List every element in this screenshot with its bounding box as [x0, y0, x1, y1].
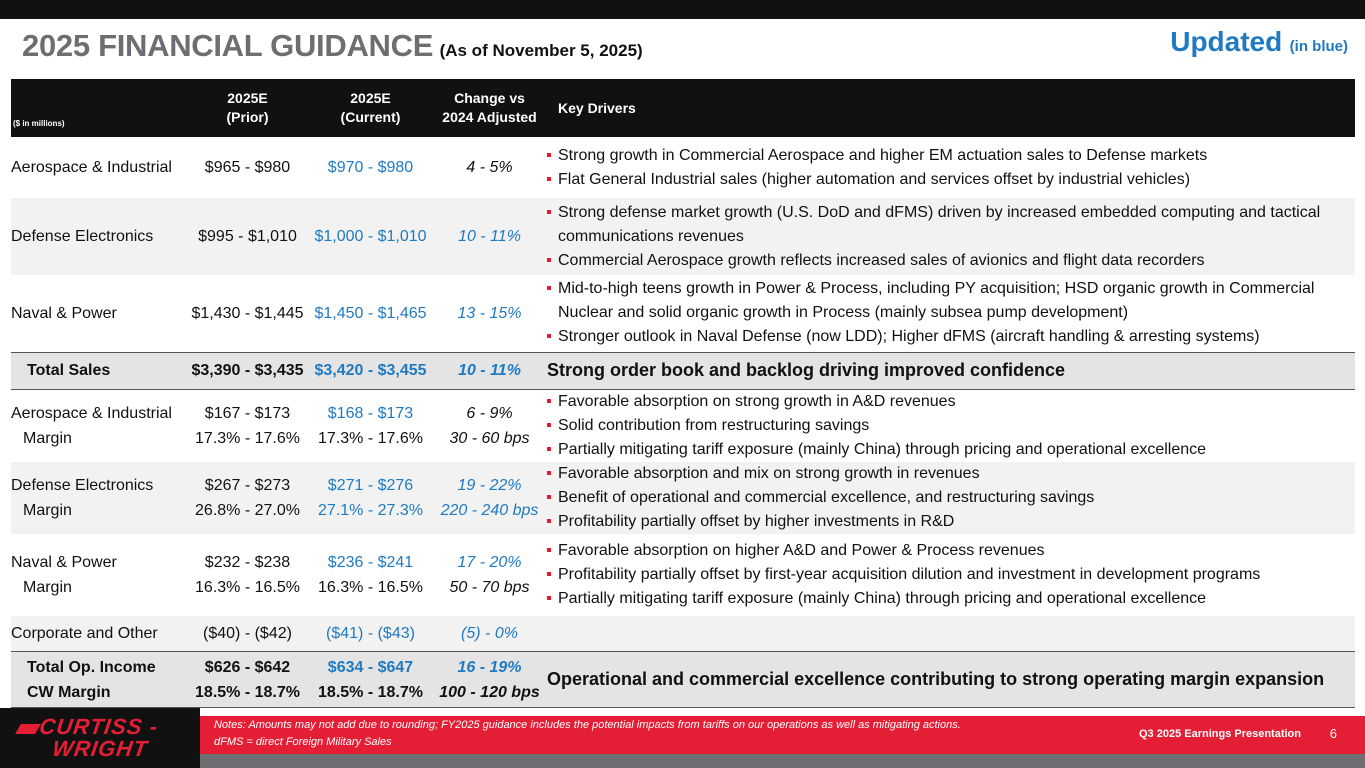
units-label: ($ in millions) — [13, 119, 65, 128]
change-value: 10 - 11% — [458, 228, 521, 245]
prior-margin: 26.8% - 27.0% — [195, 501, 300, 519]
driver-bullet: Partially mitigating tariff exposure (mainly China) through pricing and operational excellence — [547, 587, 1355, 611]
updated-label: Updated — [1170, 26, 1283, 57]
table-row — [11, 137, 1355, 198]
col-header-current — [309, 79, 432, 137]
logo-swoosh-icon — [15, 724, 41, 734]
updated-legend — [1170, 26, 1348, 58]
current-margin: 17.3% - 17.6% — [318, 429, 423, 447]
change-value: 10 - 11% — [458, 362, 521, 379]
guidance-table — [11, 79, 1355, 708]
prior-value — [186, 652, 309, 708]
key-drivers — [547, 198, 1355, 275]
margin-label: Margin — [23, 429, 72, 447]
col-current-line1: 2025E — [350, 90, 391, 106]
table-header-row — [11, 79, 1355, 137]
current-value — [309, 652, 432, 708]
footnote-line: Notes: Amounts may not add due to rounding; FY2025 guidance includes the potential impacts from tariffs on our operations as well as mitigating actions. — [214, 719, 961, 731]
current-value — [309, 534, 432, 616]
current-value — [309, 462, 432, 534]
col-prior-line2: (Prior) — [226, 109, 269, 125]
driver-bullet: Commercial Aerospace growth reflects increased sales of avionics and flight data recorders — [547, 249, 1355, 273]
page-number: 6 — [1329, 726, 1337, 741]
change-margin: 220 - 240 bps — [440, 501, 539, 519]
total-income-driver: Operational and commercial excellence contributing to strong operating margin expansion — [547, 669, 1325, 689]
current-value: ($41) - ($43) — [326, 624, 415, 642]
company-logo — [0, 708, 200, 768]
driver-bullet: Favorable absorption on higher A&D and Power & Process revenues — [547, 539, 1355, 563]
total-margin-label: CW Margin — [27, 683, 111, 701]
current-value: $970 - $980 — [327, 159, 414, 176]
driver-bullet: Profitability partially offset by higher investments in R&D — [547, 510, 1355, 534]
row-label — [11, 462, 186, 534]
table-row — [11, 389, 1355, 462]
footnote-line: dFMS = direct Foreign Military Sales — [214, 736, 392, 748]
current-value: $3,420 - $3,455 — [314, 362, 427, 379]
change-margin: 100 - 120 bps — [439, 683, 540, 701]
key-drivers — [547, 275, 1355, 352]
driver-bullet: Mid-to-high teens growth in Power & Process, including PY acquisition; HSD organic growth in Commercial Nuclear and solid organic growth in Process (mainly subsea pump development) — [547, 277, 1355, 325]
current-margin: 27.1% - 27.3% — [318, 501, 423, 519]
driver-bullet: Stronger outlook in Naval Defense (now LDD); Higher dFMS (aircraft handling & arresting systems) — [547, 325, 1355, 349]
footer-bottom-strip — [0, 754, 1365, 768]
change-income: 17 - 20% — [457, 553, 522, 571]
logo-wordmark — [35, 716, 191, 760]
change-value: 4 - 5% — [466, 159, 513, 176]
logo-line1: CURTISS - — [37, 714, 160, 739]
table-row — [11, 534, 1355, 616]
driver-bullet: Benefit of operational and commercial excellence, and restructuring savings — [547, 486, 1355, 510]
prior-income: $267 - $273 — [204, 476, 291, 494]
row-label: Corporate and Other — [11, 624, 158, 642]
key-drivers — [547, 462, 1355, 534]
footnotes — [214, 717, 961, 751]
table-row — [11, 198, 1355, 275]
change-value: 13 - 15% — [457, 304, 522, 322]
driver-bullet: Solid contribution from restructuring savings — [547, 414, 1355, 438]
empty-drivers — [547, 616, 1355, 652]
prior-income: $626 - $642 — [204, 658, 291, 676]
prior-value — [186, 462, 309, 534]
key-drivers — [547, 534, 1355, 616]
prior-value: ($40) - ($42) — [203, 624, 292, 642]
col-header-drivers: Key Drivers — [558, 99, 636, 116]
prior-value: $3,390 - $3,435 — [191, 362, 304, 379]
prior-value: $965 - $980 — [204, 159, 291, 176]
total-income-row — [11, 652, 1355, 708]
presentation-label: Q3 2025 Earnings Presentation — [1138, 728, 1301, 740]
title-date: (As of November 5, 2025) — [439, 41, 643, 60]
prior-margin: 17.3% - 17.6% — [195, 429, 300, 447]
table-row — [11, 275, 1355, 352]
row-label — [11, 389, 186, 462]
row-label: Total Sales — [27, 362, 111, 379]
prior-value — [186, 534, 309, 616]
prior-value: $995 - $1,010 — [198, 228, 297, 245]
driver-bullet: Favorable absorption and mix on strong growth in revenues — [547, 462, 1355, 486]
row-label — [11, 534, 186, 616]
driver-bullet: Favorable absorption on strong growth in A&D revenues — [547, 390, 1355, 414]
margin-label: Margin — [23, 501, 72, 519]
current-value: $1,000 - $1,010 — [314, 228, 427, 245]
total-income-label: Total Op. Income — [27, 658, 156, 676]
col-header-prior — [186, 79, 309, 137]
row-label: Aerospace & Industrial — [11, 159, 172, 176]
prior-margin: 16.3% - 16.5% — [195, 578, 300, 596]
prior-income: $167 - $173 — [204, 404, 291, 422]
col-prior-line1: 2025E — [227, 90, 268, 106]
driver-bullet: Flat General Industrial sales (higher automation and services offset by industrial vehicles) — [547, 168, 1355, 192]
row-label: Defense Electronics — [11, 228, 154, 245]
change-income: 16 - 19% — [457, 658, 522, 676]
segment-name: Aerospace & Industrial — [11, 404, 172, 422]
current-value — [309, 389, 432, 462]
updated-note: (in blue) — [1289, 38, 1348, 55]
segment-name: Naval & Power — [11, 553, 117, 571]
driver-bullet: Strong growth in Commercial Aerospace and higher EM actuation sales to Defense markets — [547, 144, 1355, 168]
prior-value — [186, 389, 309, 462]
table-row — [11, 616, 1355, 652]
change-value — [432, 389, 547, 462]
key-drivers — [547, 137, 1355, 198]
driver-bullet: Partially mitigating tariff exposure (mainly China) through pricing and operational excellence — [547, 438, 1355, 462]
change-value: (5) - 0% — [461, 624, 518, 642]
current-margin: 16.3% - 16.5% — [318, 578, 423, 596]
current-income: $168 - $173 — [327, 404, 414, 422]
margin-label: Margin — [23, 578, 72, 596]
col-change-line1: Change vs — [454, 90, 525, 106]
total-sales-row — [11, 352, 1355, 389]
change-margin: 50 - 70 bps — [449, 578, 530, 596]
change-value — [432, 462, 547, 534]
current-margin: 18.5% - 18.7% — [318, 683, 423, 701]
col-change-line2: 2024 Adjusted — [442, 109, 537, 125]
current-income: $271 - $276 — [327, 476, 414, 494]
prior-income: $232 - $238 — [204, 553, 291, 571]
current-income: $634 - $647 — [327, 658, 414, 676]
driver-bullet: Strong defense market growth (U.S. DoD and dFMS) driven by increased embedded computing and tactical communications revenues — [547, 201, 1355, 249]
change-margin: 30 - 60 bps — [449, 429, 530, 447]
current-value: $1,450 - $1,465 — [314, 304, 427, 322]
current-income: $236 - $241 — [327, 553, 414, 571]
table-row — [11, 462, 1355, 534]
row-label — [11, 652, 186, 708]
change-income: 19 - 22% — [457, 476, 522, 494]
col-header-change — [432, 79, 547, 137]
change-income: 6 - 9% — [466, 404, 513, 422]
prior-margin: 18.5% - 18.7% — [195, 683, 300, 701]
title-main: 2025 FINANCIAL GUIDANCE — [22, 28, 434, 63]
logo-line2: WRIGHT — [50, 736, 150, 761]
key-drivers — [547, 389, 1355, 462]
page-title — [22, 28, 643, 68]
total-sales-driver: Strong order book and backlog driving improved confidence — [547, 360, 1066, 380]
change-value — [432, 652, 547, 708]
row-label: Naval & Power — [11, 304, 117, 322]
segment-name: Defense Electronics — [11, 476, 154, 494]
prior-value: $1,430 - $1,445 — [191, 304, 304, 322]
driver-bullet: Profitability partially offset by first-year acquisition dilution and investment in development programs — [547, 563, 1355, 587]
change-value — [432, 534, 547, 616]
col-current-line2: (Current) — [340, 109, 401, 125]
top-bar — [0, 0, 1365, 19]
